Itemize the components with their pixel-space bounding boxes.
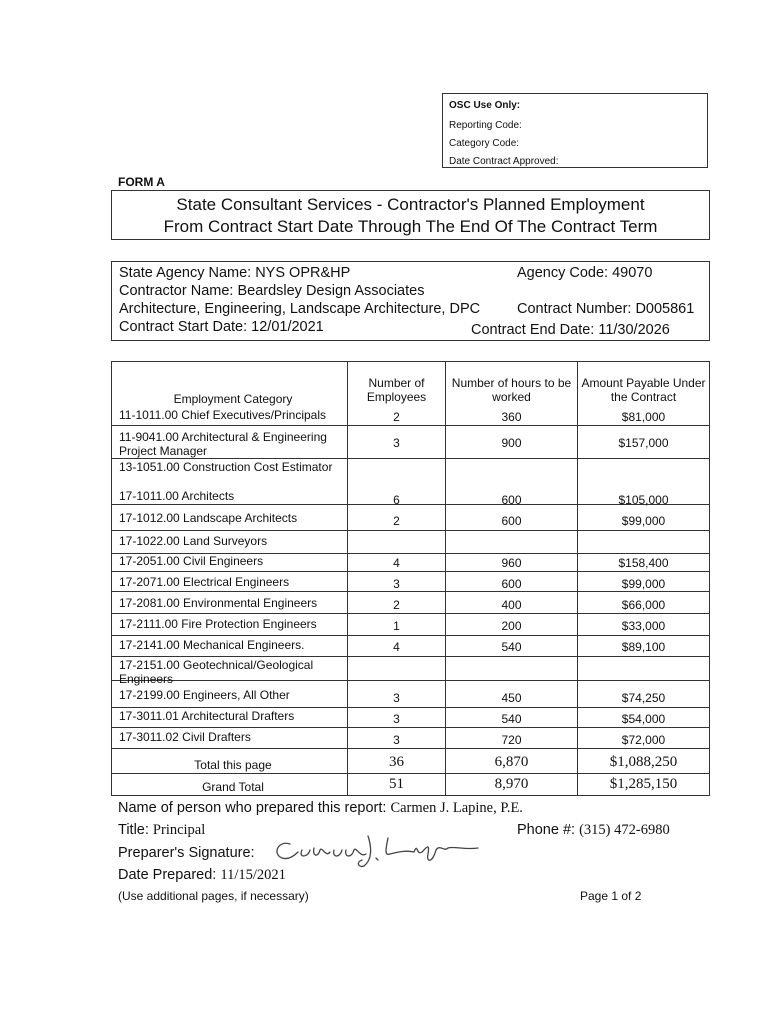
table-row-hours: 720 xyxy=(501,733,522,747)
table-row-category: 17-1022.00 Land Surveyors xyxy=(119,534,268,548)
table-row-category: 17-1012.00 Landscape Architects xyxy=(119,511,298,525)
table-row-employees: 1 xyxy=(393,619,400,633)
category-code-label: Category Code: xyxy=(449,138,520,149)
table-row-category: 17-2111.00 Fire Protection Engineers xyxy=(119,617,317,631)
phone-value: (315) 472-6980 xyxy=(579,822,670,838)
agency-code: Agency Code: 49070 xyxy=(517,265,653,281)
signature-label: Preparer's Signature: xyxy=(118,845,255,861)
table-row-category: 11-1011.00 Chief Executives/Principals xyxy=(119,408,326,422)
table-row-amount: $157,000 xyxy=(618,436,669,450)
agency-name: State Agency Name: NYS OPR&HP xyxy=(119,265,351,281)
total-page-hours: 6,870 xyxy=(494,754,529,770)
table-row-employees: 3 xyxy=(393,577,400,591)
header-employment-category: Employment Category xyxy=(173,392,293,406)
form-title-box xyxy=(111,190,710,240)
table-row-employees: 2 xyxy=(393,514,400,528)
table-row-hours: 540 xyxy=(501,712,522,726)
table-row-employees: 4 xyxy=(393,640,400,654)
table-row-category: 17-2141.00 Mechanical Engineers. xyxy=(119,638,305,652)
total-page-label: Total this page xyxy=(194,758,272,772)
contractor-name: Contractor Name: Beardsley Design Associates xyxy=(119,283,425,299)
table-row-category: 17-2071.00 Electrical Engineers xyxy=(119,575,290,589)
contractor-firm: Architecture, Engineering, Landscape Architecture, DPC xyxy=(119,301,481,317)
grand-total-employees: 51 xyxy=(389,776,404,792)
preparer-name-value: Carmen J. Lapine, P.E. xyxy=(390,800,523,816)
preparer-name-label: Name of person who prepared this report: xyxy=(118,800,387,816)
date-approved-label: Date Contract Approved: xyxy=(449,156,559,167)
table-row-employees: 2 xyxy=(393,598,400,612)
date-prepared-value: 11/15/2021 xyxy=(220,867,286,883)
additional-pages-note: (Use additional pages, if necessary) xyxy=(118,889,309,903)
title-value: Principal xyxy=(152,822,206,838)
table-row-employees: 3 xyxy=(393,436,400,450)
header-number-of-employees: Number of Employees xyxy=(366,376,427,404)
total-page-amount: $1,088,250 xyxy=(609,754,678,770)
table-row-amount: $33,000 xyxy=(621,619,666,633)
contract-info-box xyxy=(111,261,710,341)
preparer-name-row xyxy=(118,800,523,817)
table-row-amount: $99,000 xyxy=(621,514,666,528)
table-row-category: 17-1011.00 Architects xyxy=(119,489,235,503)
table-row-hours: 450 xyxy=(501,691,522,705)
table-row-amount: $74,250 xyxy=(621,691,666,705)
table-row-amount: $105,000 xyxy=(618,493,669,507)
signature-image xyxy=(268,828,483,870)
form-title-line-1: State Consultant Services - Contractor's Planned Employment xyxy=(176,195,645,214)
table-row-amount: $89,100 xyxy=(621,640,666,654)
table-row-hours: 600 xyxy=(501,577,522,591)
table-row-category: 17-3011.02 Civil Drafters xyxy=(119,730,251,744)
table-row-amount: $72,000 xyxy=(621,733,666,747)
table-row-amount: $99,000 xyxy=(621,577,666,591)
table-row-employees: 3 xyxy=(393,691,400,705)
date-prepared-label: Date Prepared: xyxy=(118,867,217,883)
table-row-category: 13-1051.00 Construction Cost Estimator xyxy=(119,460,333,474)
table-row-amount: $158,400 xyxy=(618,556,669,570)
page-number: Page 1 of 2 xyxy=(580,889,642,903)
table-row-hours: 540 xyxy=(501,640,522,654)
table-row-category: 11-9041.00 Architectural & Engineering Project Manager xyxy=(119,430,327,458)
osc-title: OSC Use Only: xyxy=(449,100,521,111)
employment-table xyxy=(111,361,710,796)
table-row-category: 17-2199.00 Engineers, All Other xyxy=(119,688,290,702)
phone-label: Phone #: xyxy=(517,822,576,838)
table-row-employees: 2 xyxy=(393,410,400,424)
date-prepared-row xyxy=(118,867,286,884)
table-row-category: 17-2051.00 Civil Engineers xyxy=(119,554,264,568)
table-row-amount: $66,000 xyxy=(621,598,666,612)
table-row-amount: $81,000 xyxy=(621,410,666,424)
table-row-category: 17-3011.01 Architectural Drafters xyxy=(119,709,295,723)
title-label: Title: xyxy=(118,822,149,838)
table-row-employees: 6 xyxy=(393,493,400,507)
table-row-hours: 360 xyxy=(501,410,522,424)
grand-total-label: Grand Total xyxy=(202,780,264,794)
contract-end-date: Contract End Date: 11/30/2026 xyxy=(471,322,670,338)
phone-row xyxy=(517,822,670,839)
table-row-hours: 600 xyxy=(501,493,522,507)
grand-total-amount: $1,285,150 xyxy=(609,776,678,792)
table-row-employees: 4 xyxy=(393,556,400,570)
contract-number: Contract Number: D005861 xyxy=(517,301,695,317)
table-row-category: 17-2151.00 Geotechnical/Geological Engineers xyxy=(119,658,314,686)
table-row-amount: $54,000 xyxy=(621,712,666,726)
reporting-code-label: Reporting Code: xyxy=(449,120,522,131)
header-hours-worked: Number of hours to be worked xyxy=(451,376,572,404)
grand-total-hours: 8,970 xyxy=(494,776,529,792)
table-row-hours: 960 xyxy=(501,556,522,570)
table-row-category: 17-2081.00 Environmental Engineers xyxy=(119,596,318,610)
table-row-hours: 600 xyxy=(501,514,522,528)
table-row-hours: 200 xyxy=(501,619,522,633)
total-page-employees: 36 xyxy=(389,754,404,770)
osc-use-only-box xyxy=(442,93,708,168)
header-amount-payable: Amount Payable Under the Contract xyxy=(581,376,706,404)
table-row-hours: 400 xyxy=(501,598,522,612)
form-title-line-2: From Contract Start Date Through The End Of The Contract Term xyxy=(163,217,658,236)
form-label: FORM A xyxy=(118,175,165,189)
table-row-employees: 3 xyxy=(393,733,400,747)
contract-start-date: Contract Start Date: 12/01/2021 xyxy=(119,319,324,335)
title-row xyxy=(118,822,205,839)
table-row-hours: 900 xyxy=(501,436,522,450)
table-row-employees: 3 xyxy=(393,712,400,726)
